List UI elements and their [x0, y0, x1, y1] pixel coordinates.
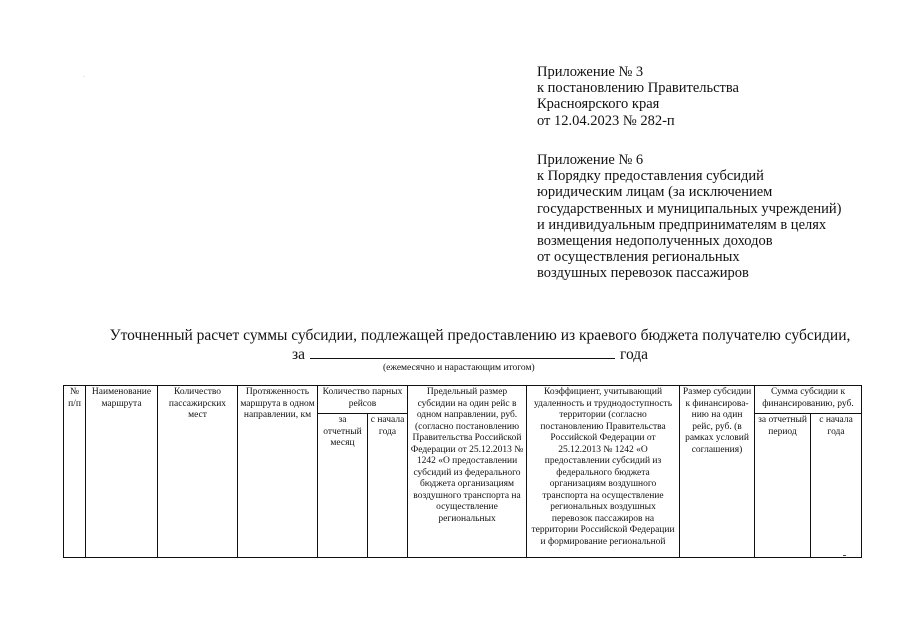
header-sum-period: за отчетный период	[755, 414, 811, 558]
period-line	[292, 344, 648, 364]
header-coefficient: Коэффициент, учитывающий удаленность и труднодоступность территории (согласно постановлению Правительства Российской Федерации от 25.12.2013 № 1242 «О предоставлении субсидий из федерального бюджета организациям воздушного транспорта на осуществление региональных воздушных перевозок пассажиров на территории Российской Федерации и формирование региональной	[527, 386, 680, 558]
annex-line: от 12.04.2023 № 282-п	[537, 112, 675, 129]
header-flights: Количество парных рейсов	[318, 386, 408, 414]
header-flights-month: за отчетный месяц	[318, 414, 368, 558]
annex-line: Приложение № 3	[537, 64, 644, 80]
period-prefix: за	[292, 346, 306, 363]
scan-mark	[843, 555, 846, 556]
header-sum: Сумма субсидии к финансированию, руб.	[755, 386, 862, 414]
header-num: № п/п	[64, 386, 86, 558]
annex-line: возмещения недополученных доходов	[537, 233, 773, 250]
annex-line: Приложение № 6	[537, 152, 644, 168]
annex-line: юридическим лицам (за исключением	[537, 184, 773, 201]
annex-line: к постановлению Правительства	[537, 80, 739, 97]
header-seats: Количество пассажирских мест	[158, 386, 238, 558]
header-row	[64, 386, 862, 414]
document-title: Уточненный расчет суммы субсидии, подлежащей предоставлению из краевого бюджета получателю субсидии,	[109, 327, 851, 344]
annex-line: государственных и муниципальных учреждений)	[537, 200, 842, 217]
subsidy-table	[63, 385, 862, 558]
annex-line: к Порядку предоставления субсидий	[537, 168, 764, 185]
header-size: Размер субсидии к финансирова-нию на один рейс, руб. (в рамках условий соглашения)	[680, 386, 755, 558]
annex-block-3	[537, 64, 739, 129]
annex-block-6	[537, 152, 842, 282]
scan-speck: ·	[83, 74, 85, 80]
header-limit: Предельный размер субсидии на один рейс в одном направлении, руб. (согласно постановлению Правительства Российской Федерации от 25.12.2013 № 1242 «О предоставлении субсидий из федерального бюджета организациям воздушного транспорта на осуществление региональных	[408, 386, 527, 558]
annex-line: и индивидуальным предпринимателям в целях	[537, 216, 827, 233]
annex-line: воздушных перевозок пассажиров	[537, 265, 749, 282]
header-flights-year: с начала года	[368, 414, 408, 558]
period-note: (ежемесячно и нарастающим итогом)	[383, 363, 535, 373]
header-route: Наименование маршрута	[86, 386, 158, 558]
period-blank	[310, 344, 615, 359]
period-suffix: года	[620, 346, 649, 363]
header-length: Протяженность маршрута в одном направлении, км	[238, 386, 318, 558]
annex-line: от осуществления региональных	[537, 249, 740, 266]
annex-line: Красноярского края	[537, 96, 660, 113]
header-sum-year: с начала года	[811, 414, 862, 558]
